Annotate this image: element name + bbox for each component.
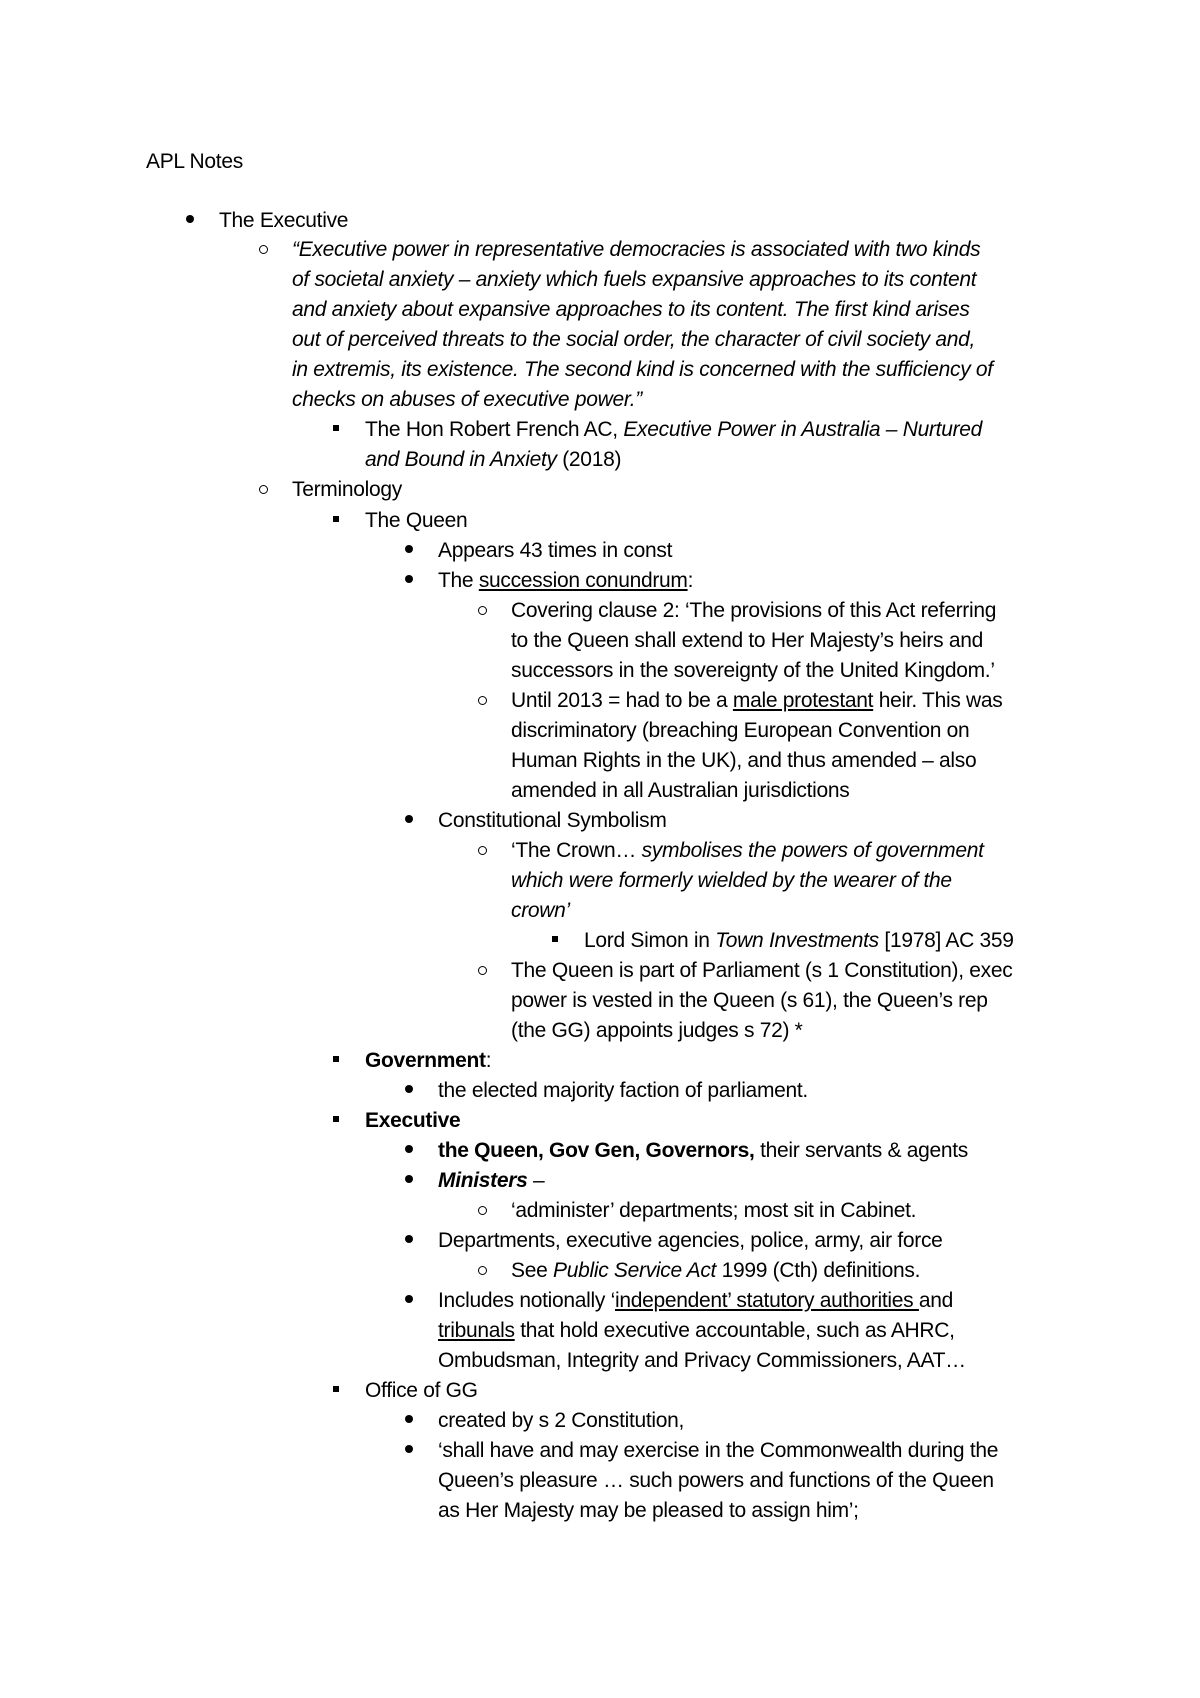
list-item-cont: to the Queen shall extend to Her Majesty’s heirs and	[511, 629, 983, 652]
heading-terminology: Terminology	[292, 478, 402, 501]
bullet-dot	[394, 536, 424, 566]
list-item: Covering clause 2: ‘The provisions of this Act referring	[511, 599, 997, 622]
quote-line: in extremis, its existence. The second kind is concerned with the sufficiency of	[292, 358, 993, 381]
bullet-circle	[467, 956, 497, 986]
list-item: ‘The Crown… symbolises the powers of government	[511, 839, 984, 862]
list-item-cont: tribunals that hold executive accountable, such as AHRC,	[438, 1319, 955, 1342]
list-item: Departments, executive agencies, police, army, air force	[438, 1229, 943, 1252]
bullet-square	[321, 1106, 351, 1136]
list-item-cont: which were formerly wielded by the wearer of the	[511, 869, 952, 892]
heading-government: Government:	[365, 1049, 492, 1072]
bullet-circle	[248, 235, 278, 265]
list-item: Ministers –	[438, 1169, 545, 1192]
list-item: See Public Service Act 1999 (Cth) definitions.	[511, 1259, 921, 1282]
bullet-circle	[467, 1196, 497, 1226]
list-item-cont: Queen’s pleasure … such powers and functions of the Queen	[438, 1469, 994, 1492]
bullet-circle	[467, 596, 497, 626]
list-item-cont: Human Rights in the UK), and thus amended – also	[511, 749, 977, 772]
bullet-dot	[394, 1076, 424, 1106]
list-item-cont: power is vested in the Queen (s 61), the Queen’s rep	[511, 989, 988, 1012]
quote-line: out of perceived threats to the social order, the character of civil society and,	[292, 328, 976, 351]
list-item: Includes notionally ‘independent’ statutory authorities and	[438, 1289, 954, 1312]
bullet-circle	[248, 475, 278, 505]
bullet-circle	[467, 686, 497, 716]
bullet-dot	[394, 1136, 424, 1166]
document-title: APL Notes	[146, 150, 243, 173]
quote-line: of societal anxiety – anxiety which fuels expansive approaches to its content	[292, 268, 977, 291]
bullet-square	[321, 506, 351, 536]
heading-queen: The Queen	[365, 509, 468, 532]
list-item-cont: as Her Majesty may be pleased to assign him’;	[438, 1499, 859, 1522]
list-item: ‘administer’ departments; most sit in Cabinet.	[511, 1199, 917, 1222]
bullet-dot	[175, 206, 205, 236]
bullet-dot	[394, 1166, 424, 1196]
bullet-dot	[394, 1286, 424, 1316]
list-item: Lord Simon in Town Investments [1978] AC 359	[584, 929, 1014, 952]
bullet-square	[321, 1376, 351, 1406]
heading-executive: The Executive	[219, 209, 349, 232]
bullet-dot	[394, 1226, 424, 1256]
citation-line: The Hon Robert French AC, Executive Power in Australia – Nurtured	[365, 418, 983, 441]
bullet-square	[321, 1046, 351, 1076]
quote-line: “Executive power in representative democracies is associated with two kinds	[292, 238, 981, 261]
quote-line: checks on abuses of executive power.”	[292, 388, 642, 411]
list-item: The succession conundrum:	[438, 569, 694, 592]
list-item-cont: successors in the sovereignty of the United Kingdom.’	[511, 659, 995, 682]
list-item: Constitutional Symbolism	[438, 809, 667, 832]
list-item: the Queen, Gov Gen, Governors, their servants & agents	[438, 1139, 968, 1162]
list-item-cont: (the GG) appoints judges s 72) *	[511, 1019, 803, 1042]
list-item-cont: discriminatory (breaching European Convention on	[511, 719, 970, 742]
list-item: created by s 2 Constitution,	[438, 1409, 685, 1432]
list-item: Appears 43 times in const	[438, 539, 673, 562]
quote-line: and anxiety about expansive approaches to its content. The first kind arises	[292, 298, 970, 321]
bullet-dot	[394, 1406, 424, 1436]
list-item: Until 2013 = had to be a male protestant heir. This was	[511, 689, 1003, 712]
list-item: The Queen is part of Parliament (s 1 Constitution), exec	[511, 959, 1013, 982]
list-item: ‘shall have and may exercise in the Commonwealth during the	[438, 1439, 999, 1462]
bullet-dot	[394, 566, 424, 596]
bullet-circle	[467, 1256, 497, 1286]
bullet-dot	[394, 806, 424, 836]
bullet-square	[321, 415, 351, 445]
bullet-circle	[467, 836, 497, 866]
citation-line: and Bound in Anxiety (2018)	[365, 448, 622, 471]
heading-office-gg: Office of GG	[365, 1379, 478, 1402]
heading-executive-sub: Executive	[365, 1109, 461, 1132]
list-item-cont: amended in all Australian jurisdictions	[511, 779, 850, 802]
list-item-cont: Ombudsman, Integrity and Privacy Commissioners, AAT…	[438, 1349, 966, 1372]
bullet-dot	[394, 1436, 424, 1466]
list-item: the elected majority faction of parliament.	[438, 1079, 808, 1102]
bullet-square	[540, 926, 570, 956]
list-item-cont: crown’	[511, 899, 570, 922]
